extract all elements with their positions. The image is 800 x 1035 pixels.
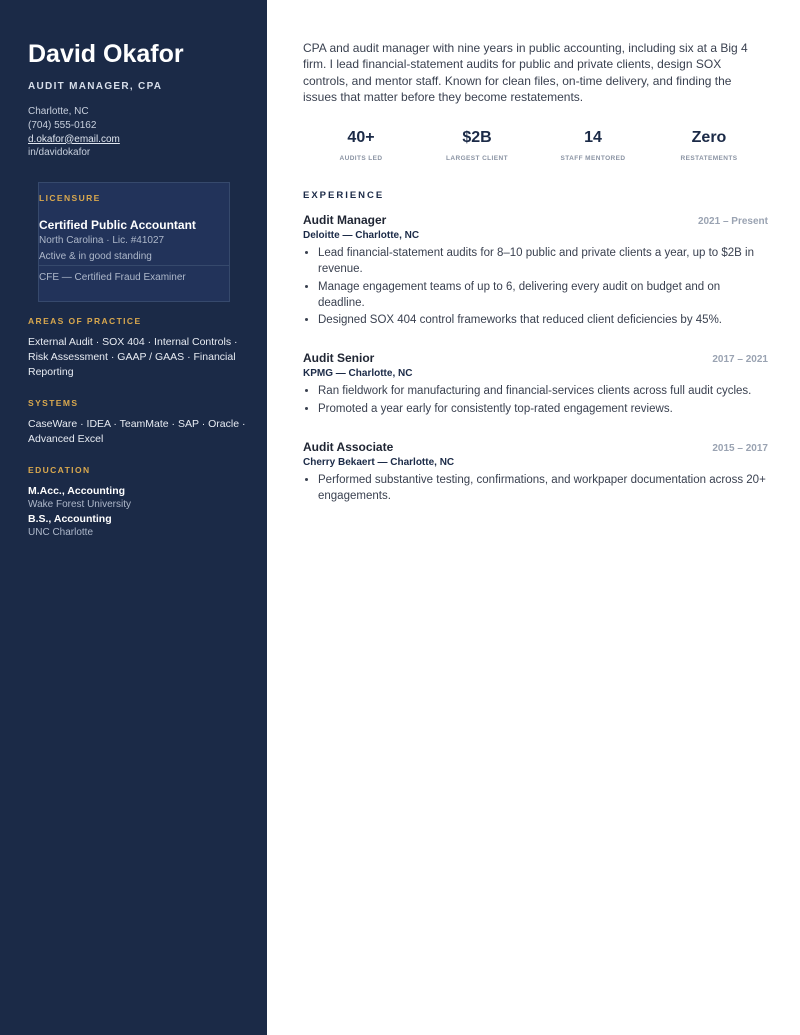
job-bullets [303, 246, 768, 329]
job-bullet: • Performed substantive testing, confirmations, and workpaper documentation across 20+ engagements. [318, 473, 768, 505]
job-organization: Deloitte — Charlotte, NC [303, 230, 420, 242]
stat-label: AUDITS LED [339, 155, 383, 163]
stat-item [419, 129, 535, 162]
practice-heading: AREAS OF PRACTICE [28, 316, 142, 327]
job-dates: 2015 – 2017 [712, 442, 768, 454]
location-text: Charlotte, NC [28, 106, 89, 117]
licensure-box [38, 182, 230, 302]
summary-text: CPA and audit manager with nine years in public accounting, including six at a Big 4 firm. I lead financial-statement audits for public and private clients, design SOX controls, and mentor staff. Known for clean files, on-time delivery, and finding the issues that matter before they become restatements. [303, 41, 748, 104]
job-bullet: • Lead financial-statement audits for 8–10 public and private clients a year, up to $2B in revenue. [318, 246, 768, 278]
job-entry [303, 351, 768, 418]
job-dates: 2017 – 2021 [712, 354, 768, 366]
stat-item [651, 129, 767, 162]
contact-block [28, 105, 246, 160]
stats-row [303, 129, 768, 162]
stat-label: LARGEST CLIENT [446, 155, 508, 163]
job-bullets [303, 384, 768, 418]
education-school: UNC Charlotte [28, 527, 94, 539]
email-link[interactable]: d.okafor@email.com [28, 133, 120, 145]
license-title: Certified Public Accountant [39, 218, 196, 233]
stat-label: RESTATEMENTS [680, 155, 738, 163]
job-title: Audit Associate [303, 439, 394, 454]
practice-section [28, 316, 246, 380]
job-bullet: • Manage engagement teams of up to 6, delivering every audit on budget and on deadline. [318, 280, 768, 312]
practice-text: External Audit · SOX 404 · Internal Controls · Risk Assessment · GAAP / GAAS · Financial Reporting [28, 336, 238, 379]
stat-item [535, 129, 651, 162]
job-entry [303, 213, 768, 329]
license-divider [39, 265, 229, 266]
systems-section [28, 398, 246, 447]
education-degree: M.Acc., Accounting [28, 485, 126, 498]
stat-value: $2B [462, 129, 492, 147]
stat-value: 14 [584, 129, 602, 147]
job-title: Audit Senior [303, 351, 375, 366]
education-degree: B.S., Accounting [28, 513, 112, 526]
job-organization: Cherry Bekaert — Charlotte, NC [303, 456, 455, 468]
main-content [303, 40, 768, 506]
job-entry [303, 440, 768, 505]
job-bullet: • Promoted a year early for consistently top-rated engagement reviews. [318, 402, 768, 418]
phone-text: (704) 555-0162 [28, 119, 97, 131]
stat-value: Zero [691, 129, 727, 147]
education-section [28, 465, 246, 540]
stat-label: STAFF MENTORED [560, 155, 626, 163]
sidebar [0, 0, 267, 1035]
candidate-role: AUDIT MANAGER, CPA [28, 81, 163, 92]
job-dates: 2021 – Present [697, 216, 768, 228]
education-list [28, 484, 246, 540]
systems-text: CaseWare · IDEA · TeamMate · SAP · Oracle · Advanced Excel [28, 418, 246, 446]
license-status: Active & in good standing [39, 251, 152, 263]
experience-heading: EXPERIENCE [303, 190, 385, 202]
linkedin-text: in/davidokafor [28, 147, 91, 159]
job-bullet: • Ran fieldwork for manufacturing and financial-services clients across full audit cycles. [318, 384, 768, 400]
licensure-heading: LICENSURE [39, 193, 101, 204]
stat-value: 40+ [347, 129, 375, 147]
license-extra: CFE — Certified Fraud Examiner [39, 272, 186, 284]
candidate-name: David Okafor [28, 40, 184, 68]
job-bullets [303, 473, 768, 505]
job-title: Audit Manager [303, 213, 387, 228]
job-organization: KPMG — Charlotte, NC [303, 368, 413, 380]
education-school: Wake Forest University [28, 499, 131, 511]
stat-item [303, 129, 419, 162]
education-heading: EDUCATION [28, 465, 91, 476]
systems-heading: SYSTEMS [28, 398, 79, 409]
job-bullet: • Designed SOX 404 control frameworks that reduced client deficiencies by 45%. [318, 313, 768, 329]
license-detail: North Carolina · Lic. #41027 [39, 235, 165, 247]
